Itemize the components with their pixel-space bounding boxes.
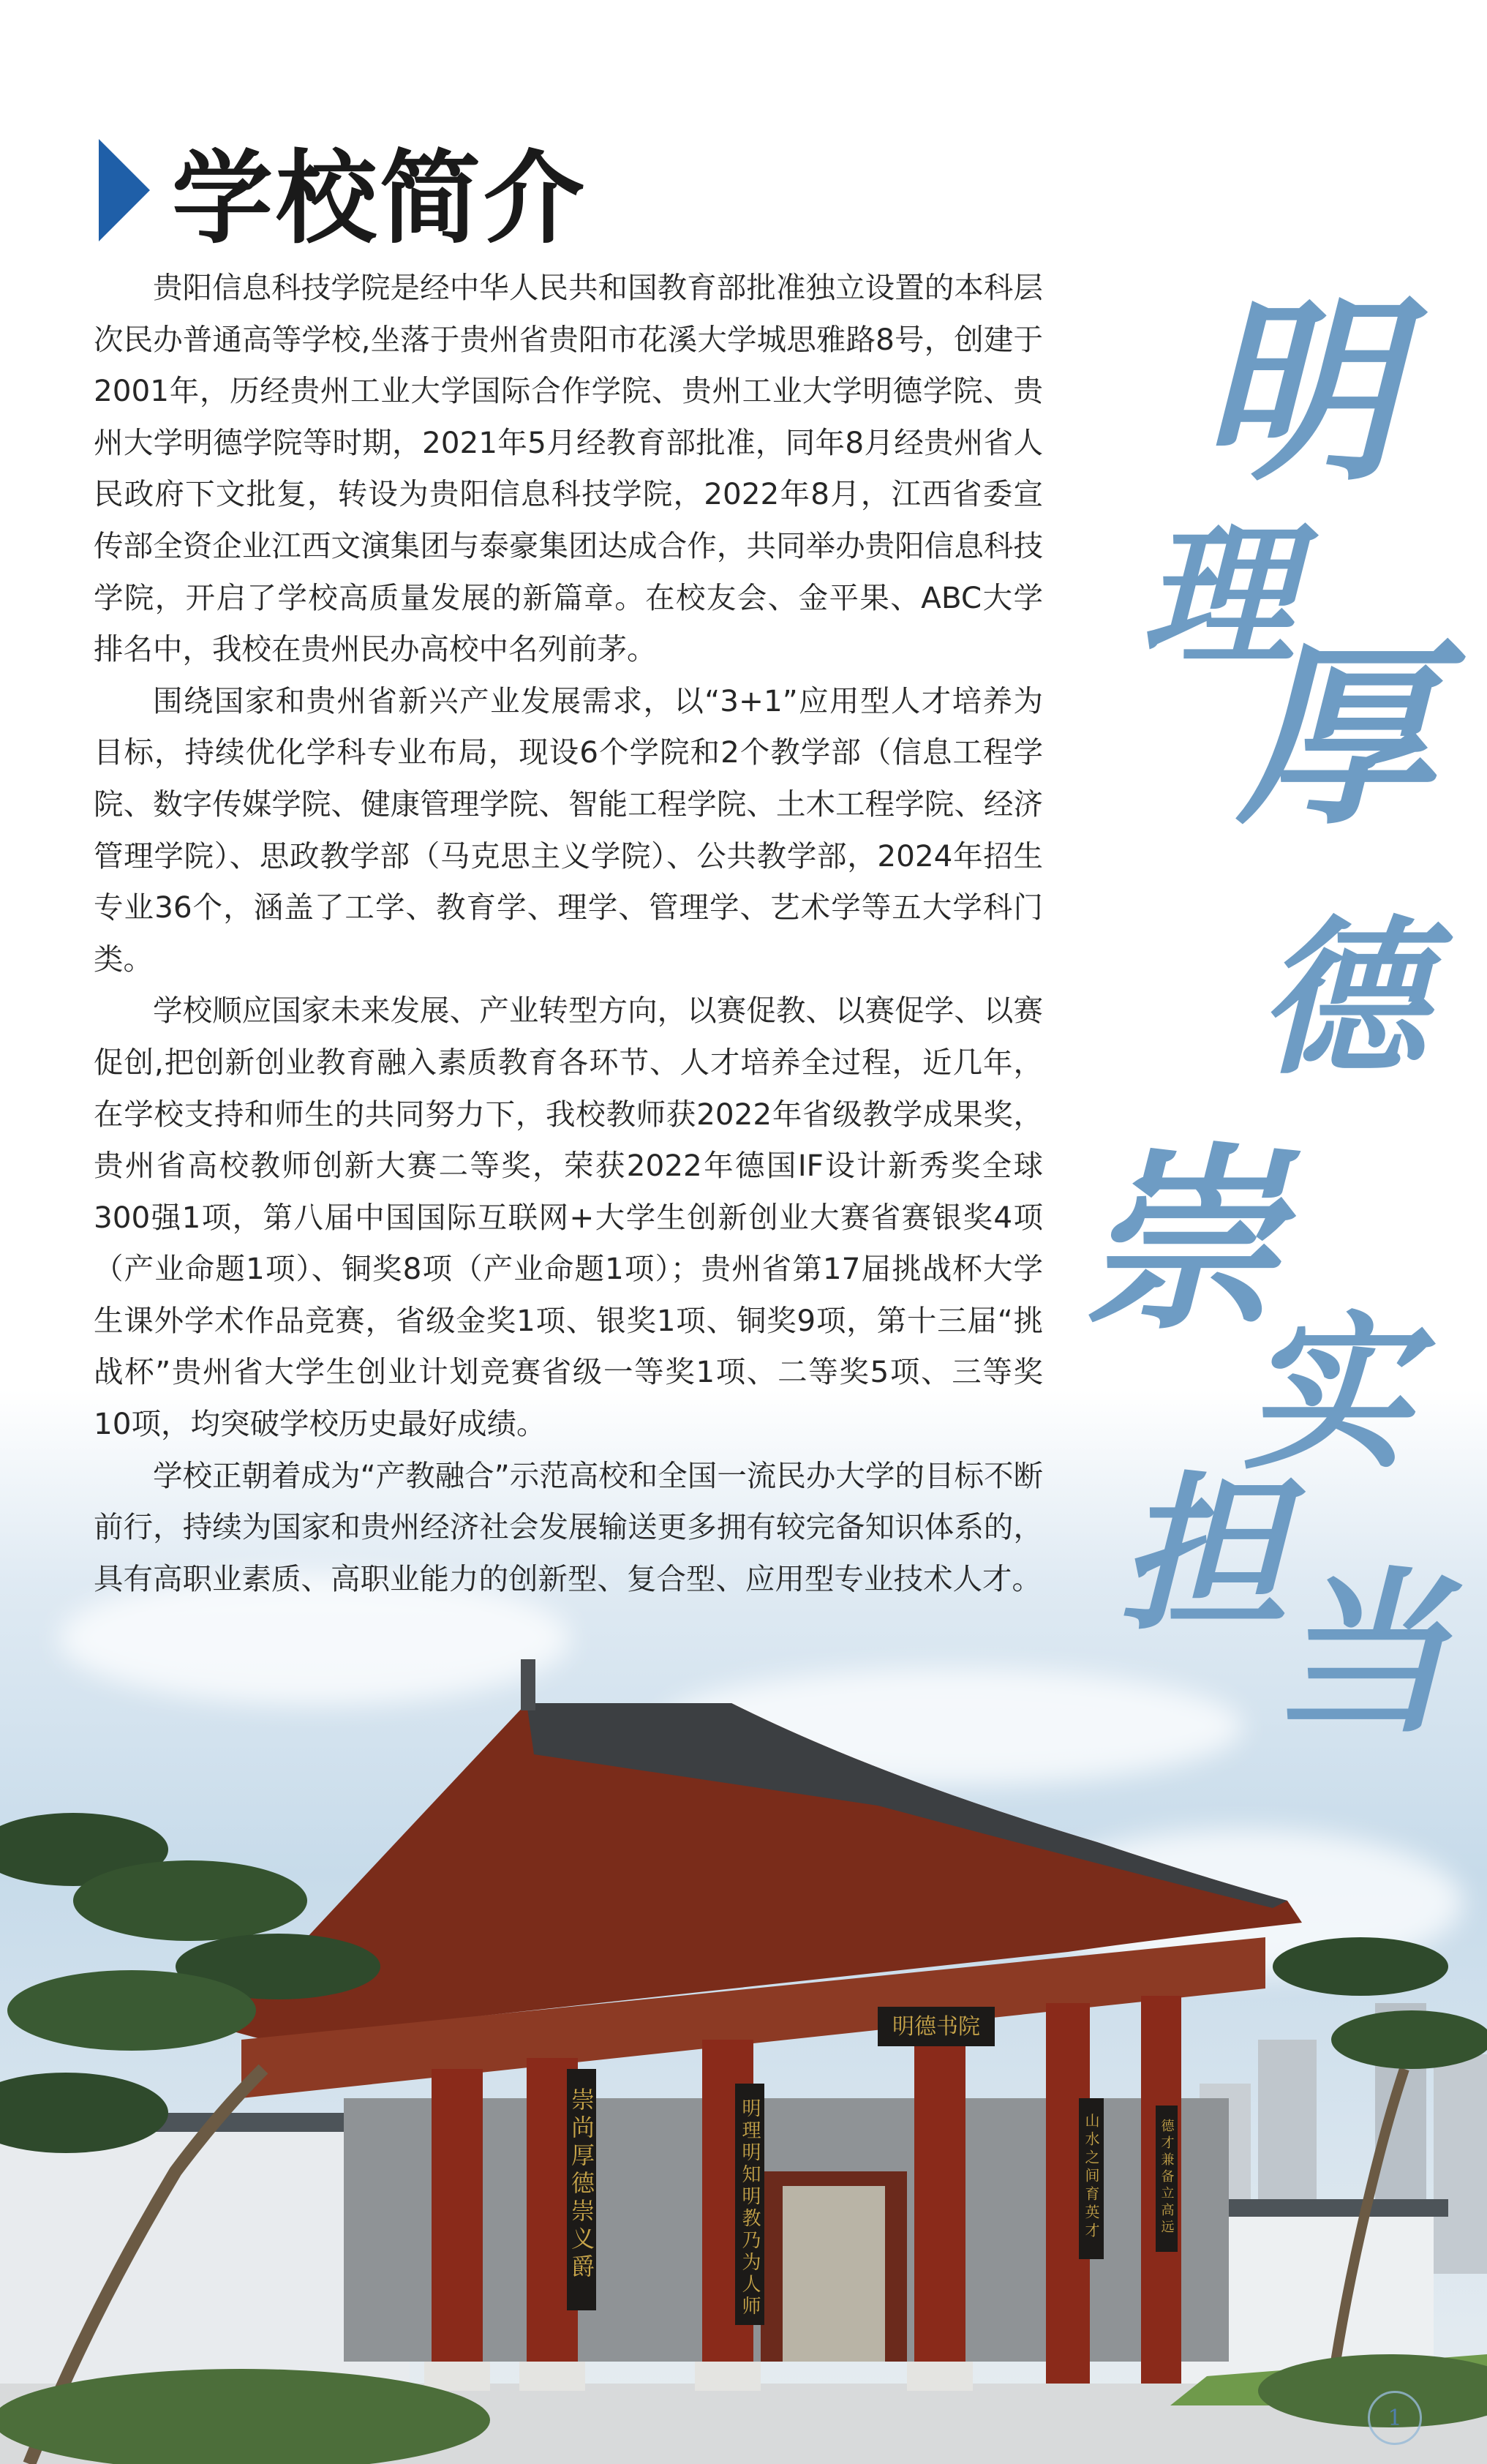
paragraph-2: 围绕国家和贵州省新兴产业发展需求，以“3+1”应用型人才培养为目标，持续优化学科专业布局，现设6个学院和2个教学部（信息工程学院、数字传媒学院、健康管理学院、智能工程学院、土木工程学院、经济管理学院）、思政教学部（马克思主义学院）、公共教学部，2024年招生专业36个，涵盖了工学、教育学、理学、管理学、艺术学等五大学科门类。	[94, 683, 1043, 977]
calligraphy-char: 当	[1273, 1550, 1449, 1757]
gate-pillar	[914, 2018, 965, 2384]
paragraph-3: 学校顺应国家未来发展、产业转型方向，以赛促教、以赛促学、以赛促创,把创新创业教育融入素质教育各环节、人才培养全过程，近几年，在学校支持和师生的共同努力下，我校教师获2022年省级教学成果奖，贵州省高校教师创新大赛二等奖，荣获2022年德国IF设计新秀奖全球300强1项，第八届中国国际互联网+大学生创新创业大赛省赛银奖4项（产业命题1项）、铜奖8项（产业命题1项）；贵州省第17届挑战杯大学生课外学术作品竞赛，省级金奖1项、银奖1项、铜奖9项，第十三届“挑战杯”贵州省大学生创业计划竞赛省级一等奖1项、二等奖5项、三等奖10项，均突破学校历史最好成绩。	[94, 993, 1043, 1442]
paragraph-4: 学校正朝着成为“产教融合”示范高校和全国一流民办大学的目标不断前行，持续为国家和贵州经济社会发展输送更多拥有较完备知识体系的，具有高职业素质、高职业能力的创新型、复合型、应用型专业技术人才。	[94, 1457, 1043, 1596]
calligraphy-char: 明	[1200, 275, 1397, 508]
couplet-right-text: 明理明知明教乃为人师	[739, 2098, 761, 2318]
calligraphy-char: 理	[1141, 506, 1295, 686]
pillar-base	[907, 2362, 973, 2391]
pillar-base	[424, 2362, 490, 2391]
side-board-right-text: 德才兼备立高远	[1159, 2119, 1175, 2236]
pine-foliage	[1273, 1937, 1448, 1996]
calligraphy-char: 崇	[1083, 1124, 1280, 1356]
calligraphy-char: 实	[1243, 1295, 1412, 1492]
couplet-left-text: 崇尚厚德崇义爵	[568, 2087, 595, 2282]
intro-body	[94, 262, 1043, 1604]
shrubs	[0, 2369, 490, 2464]
calligraphy-char: 德	[1258, 900, 1426, 1097]
gate-pillar	[432, 2069, 483, 2384]
pine-foliage	[7, 1970, 256, 2051]
roof-finial	[521, 1659, 535, 1710]
page-title: 学校简介	[172, 140, 588, 258]
calligraphy-char: 厚	[1236, 619, 1434, 852]
distant-building	[1434, 2054, 1487, 2274]
pillar-base	[519, 2362, 585, 2391]
pine-foliage	[73, 1860, 307, 1941]
calligraphy-char: 担	[1119, 1456, 1287, 1653]
gate-door-opening	[783, 2186, 885, 2362]
pillar-base	[695, 2362, 761, 2391]
pine-foliage	[1331, 2010, 1487, 2069]
campus-gate-photo	[0, 1659, 1487, 2464]
paragraph-1: 贵阳信息科技学院是经中华人民共和国教育部批准独立设置的本科层次民办普通高等学校,坐落于贵州省贵阳市花溪大学城思雅路8号，创建于2001年，历经贵州工业大学国际合作学院、贵州工业大学明德学院、贵州大学明德学院等时期，2021年5月经教育部批准，同年8月经贵州省人民政府下文批复，转设为贵阳信息科技学院，2022年8月，江西省委宣传部全资企业江西文演集团与泰豪集团达成合作，共同举办贵阳信息科技学院，开启了学校高质量发展的新篇章。在校友会、金平果、ABC大学排名中，我校在贵州民办高校中名列前茅。	[94, 270, 1043, 667]
section-header	[99, 132, 588, 258]
gate-plaque-text: 明德书院	[892, 2014, 980, 2040]
side-board-left-text: 山水之间育英才	[1083, 2113, 1100, 2241]
title-marker-icon	[99, 139, 150, 241]
page-number: 1	[1368, 2391, 1422, 2445]
